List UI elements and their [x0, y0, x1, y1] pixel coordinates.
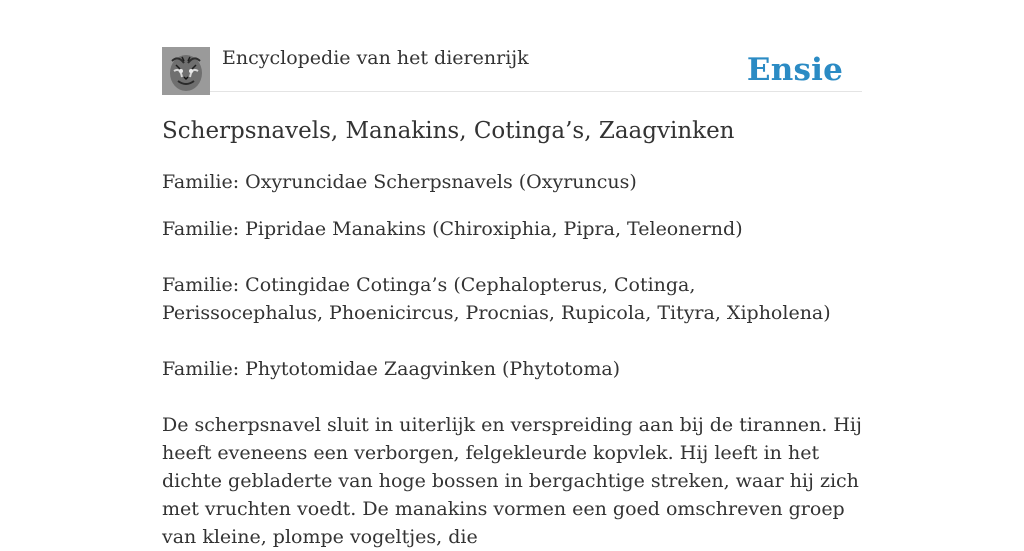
source-title[interactable]: Encyclopedie van het dierenrijk — [222, 47, 529, 69]
article-page — [162, 0, 862, 548]
header — [162, 0, 862, 92]
avatar[interactable] — [162, 47, 210, 95]
article-paragraph: De scherpsnavel sluit in uiterlijk en verspreiding aan bij de tirannen. Hij heeft eveneens een verborgen, felgekleurde kopvlek. Hij leeft in het dichte gebladerte van hoge bossen in bergachtige streken, waar hij zich met vruchten voedt. De manakins vormen een goed omschreven groep van kleine, plompe vogeltjes, die — [162, 414, 862, 548]
article-paragraph: Familie: Pipridae Manakins (Chiroxiphia, Pipra, Teleonernd) — [162, 218, 743, 240]
article-paragraph: Familie: Oxyruncidae Scherpsnavels (Oxyruncus) — [162, 171, 637, 193]
tiger-photo-avatar-icon — [162, 47, 210, 95]
brand-logo[interactable]: Ensie — [746, 52, 843, 88]
article-paragraph: Familie: Cotingidae Cotinga’s (Cephalopterus, Cotinga, Perissocephalus, Phoenicircus, Procnias, Rupicola, Tityra, Xipholena) — [162, 274, 831, 324]
page-title: Scherpsnavels, Manakins, Cotinga’s, Zaagvinken — [162, 118, 735, 144]
article-paragraph: Familie: Phytotomidae Zaagvinken (Phytotoma) — [162, 358, 621, 380]
